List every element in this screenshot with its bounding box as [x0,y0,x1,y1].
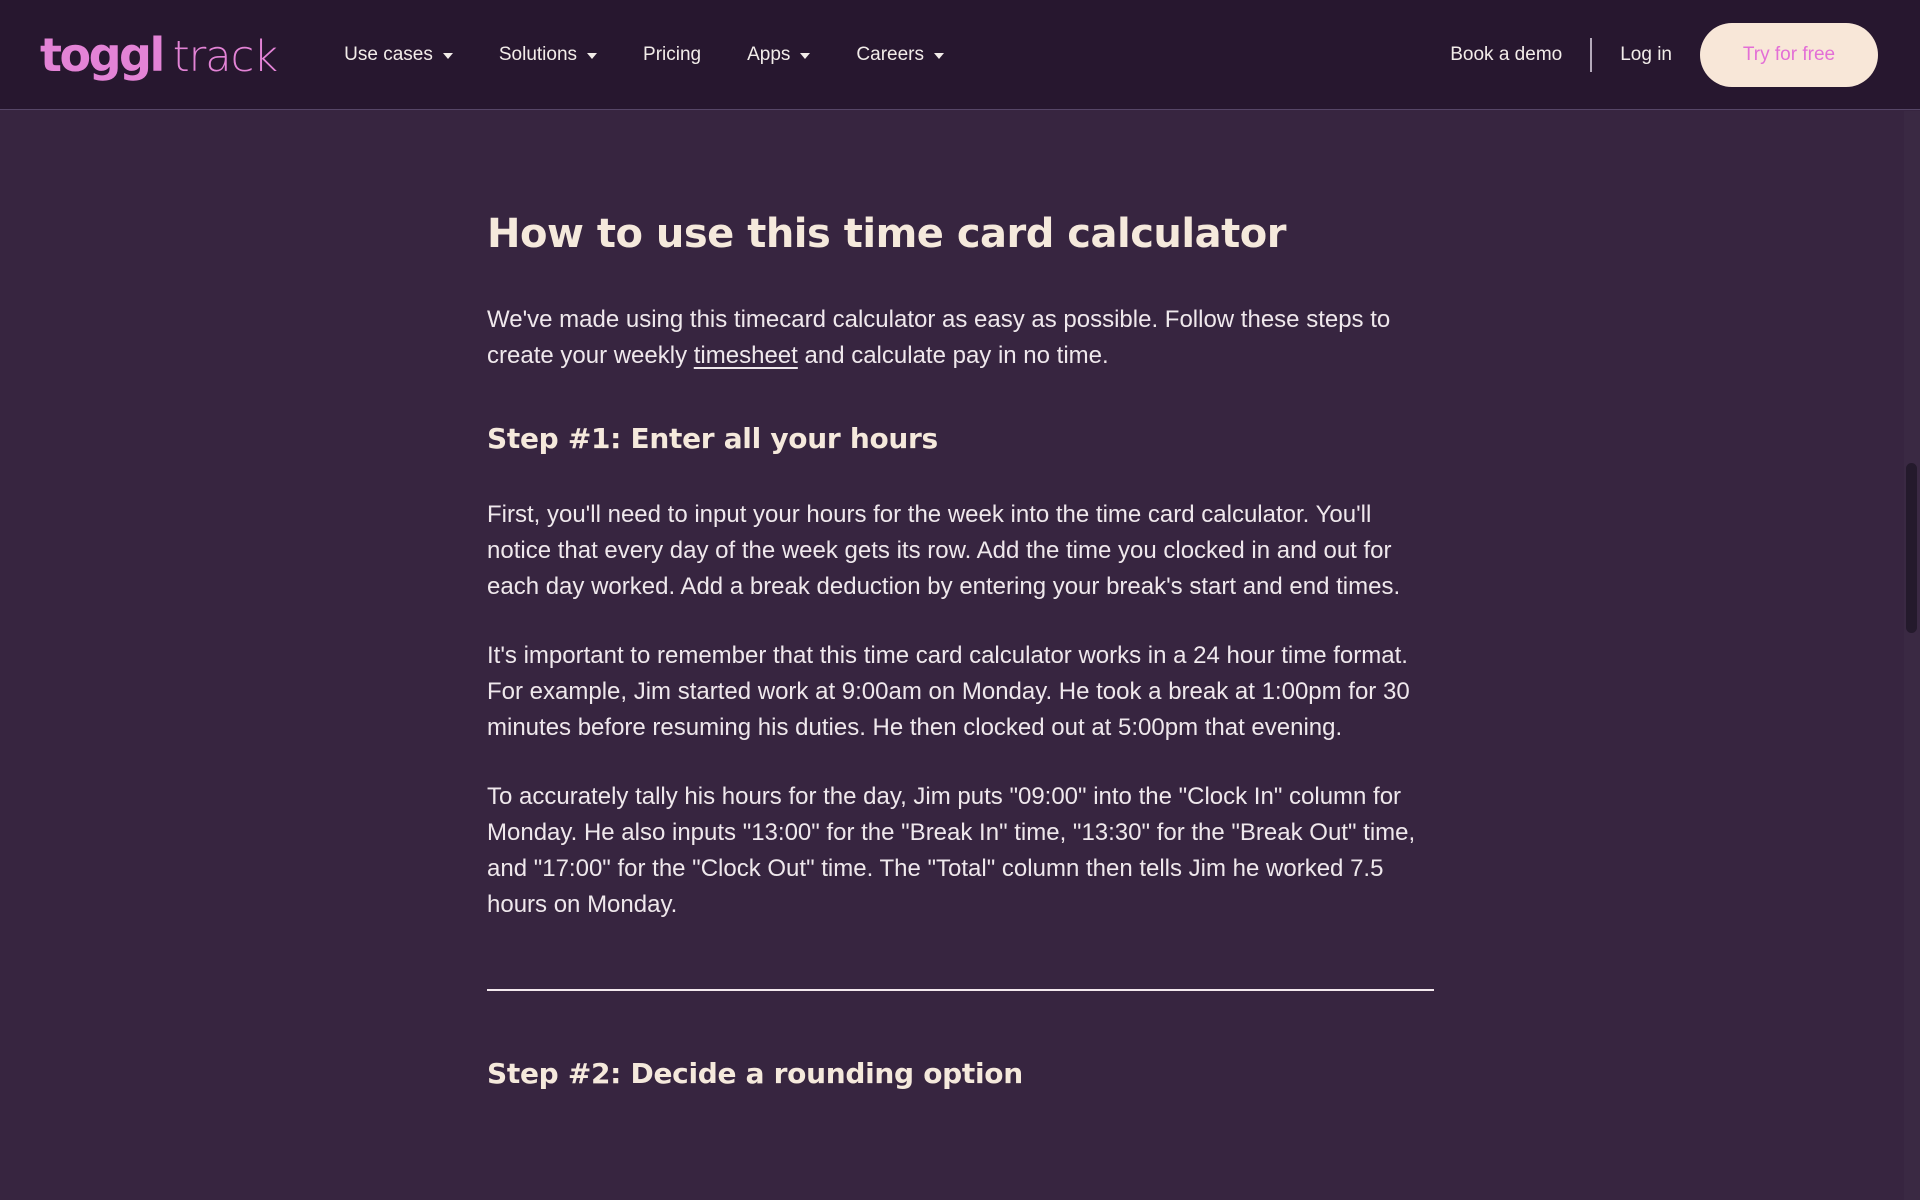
timesheet-link[interactable]: timesheet [693,342,798,369]
chevron-down-icon [587,53,597,59]
nav-item-careers[interactable] [833,34,967,76]
nav-item-solutions[interactable] [476,34,620,76]
toggl-track-logo[interactable] [40,28,277,82]
nav-item-use-cases[interactable] [321,34,476,76]
page-title: How to use this time card calculator [487,211,1286,257]
top-navigation-bar [0,0,1920,110]
step-1-paragraph-3: To accurately tally his hours for the day, Jim puts "09:00" into the "Clock In" column for Monday. He also inputs "13:00" for the "Break In" time, "13:30" for the "Break Out" time, and "17:00" for the "Clock Out" time. The "Total" column then tells Jim he worked 7.5 hours on Monday. [487,783,1416,918]
nav-item-pricing[interactable] [620,34,724,76]
intro-paragraph [487,302,1437,374]
intro-text-before: We've made using this timecard calculator as easy as possible. Follow these steps to create your weekly [487,306,1391,369]
section-divider [487,989,1434,991]
step-1-paragraph-2: It's important to remember that this time card calculator works in a 24 hour time format. For example, Jim started work at 9:00am on Monday. He took a break at 1:00pm for 30 minutes before resuming his duties. He then clocked out at 5:00pm that evening. [487,642,1410,741]
article-body [487,210,1437,1091]
nav-item-apps[interactable] [724,34,833,76]
try-for-free-button[interactable]: Try for free [1700,23,1878,87]
nav-item-label: Solutions [498,43,578,65]
chevron-down-icon [934,53,944,59]
article-content [0,110,1487,1091]
book-a-demo-link[interactable]: Book a demo [1450,43,1563,65]
header-divider [1590,38,1592,72]
scrollbar-thumb[interactable] [1906,463,1917,633]
header-actions [1450,23,1878,87]
log-in-link[interactable]: Log in [1620,43,1672,65]
nav-item-label: Apps [747,43,791,65]
nav-item-label: Use cases [344,43,433,65]
scrollbar-track[interactable] [1904,111,1920,1200]
nav-item-label: Pricing [643,43,702,65]
step-2-heading: Step #2: Decide a rounding option [487,1057,1023,1090]
intro-text-after: and calculate pay in no time. [797,342,1109,369]
chevron-down-icon [800,53,810,59]
nav-item-label: Careers [856,43,924,65]
logo-toggl-text: toggl [40,27,163,82]
step-1-heading: Step #1: Enter all your hours [487,422,938,455]
chevron-down-icon [443,53,453,59]
step-1-paragraph-1: First, you'll need to input your hours for the week into the time card calculator. You'll notice that every day of the week gets its row. Add the time you clocked in and out for each day worked. Add a break deduction by entering your break's start and end times. [487,501,1401,600]
logo-track-text: track [172,31,278,82]
main-nav [321,34,967,76]
